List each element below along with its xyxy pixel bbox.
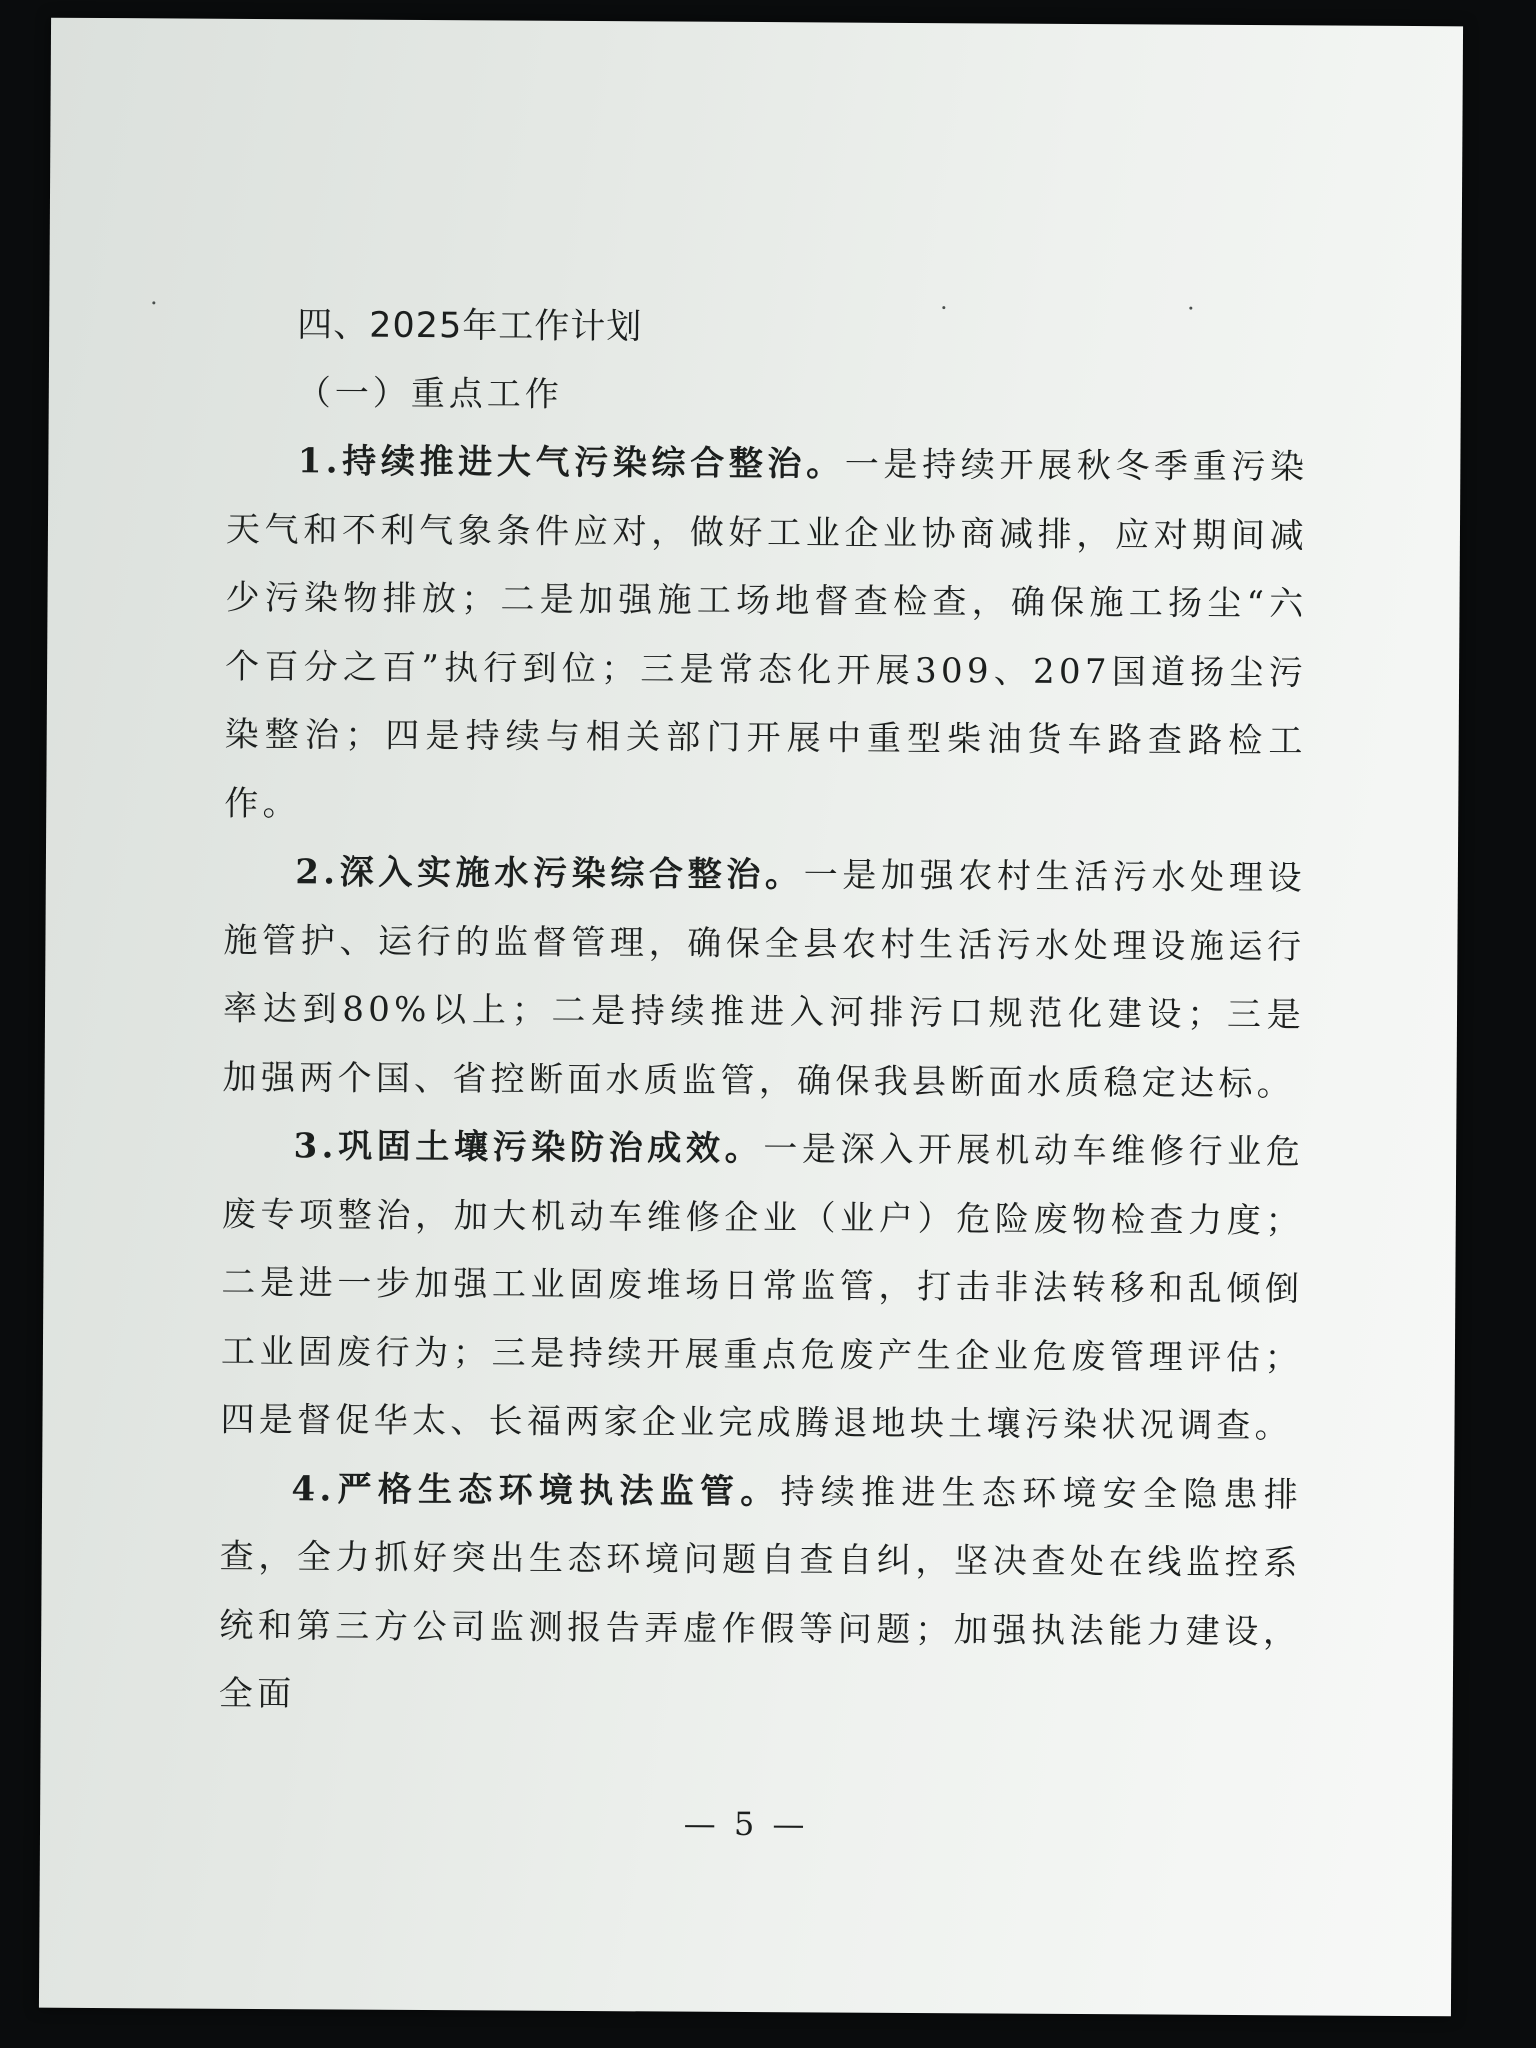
paragraph-4-lead: 4.严格生态环境执法监管。 [291,1468,781,1512]
paragraph-2 [222,838,1306,1119]
page-number: — 5 — [683,1804,809,1844]
paragraph-3-body: 一是深入开展机动车维修行业危废专项整治，加大机动车维修企业（业户）危险废物检查力度；二是进一步加强工业固废堆场日常监管，打击非法转移和乱倾倒工业固废行为；三是持续开展重点危废产生企业危废管理评估；四是督促华太、长福两家企业完成腾退地块土壤污染状况调查。 [220,1129,1305,1447]
paragraph-2-body: 一是加强农村生活污水处理设施管护、运行的监督管理，确保全县农村生活污水处理设施运行率达到80%以上；二是持续推进入河排污口规范化建设；三是加强两个国、省控断面水质监管，确保我县断面水质稳定达标。 [222,855,1306,1104]
paragraph-2-lead: 2.深入实施水污染综合整治。 [295,852,804,896]
paper-speck [152,301,155,304]
paragraph-3-lead: 3.巩固土壤污染防治成效。 [293,1126,764,1170]
subsection-heading: （一）重点工作 [296,373,563,415]
document-page [39,18,1463,2017]
paragraph-1-lead: 1.持续推进大气污染综合整治。 [297,441,845,485]
paragraph-4 [219,1454,1303,1735]
document-body [219,291,1310,1735]
paragraph-1 [224,427,1308,845]
paragraph-3 [220,1112,1304,1461]
section-heading: 四、2025年工作计划 [297,305,643,348]
paragraph-4-body: 持续推进生态环境安全隐患排查，全力抓好突出生态环境问题自查自纠，坚决查处在线监控系统和第三方公司监测报告弄虚作假等问题；加强执法能力建设，全面 [218,1471,1303,1715]
paragraph-1-body: 一是持续开展秋冬季重污染天气和不利气象条件应对，做好工业企业协商减排，应对期间减少污染物排放；二是加强施工场地督查检查，确保施工扬尘“六个百分之百”执行到位；三是常态化开展309、207国道扬尘污染整治；四是持续与相关部门开展中重型柴油货车路查路检工作。 [224,444,1309,824]
